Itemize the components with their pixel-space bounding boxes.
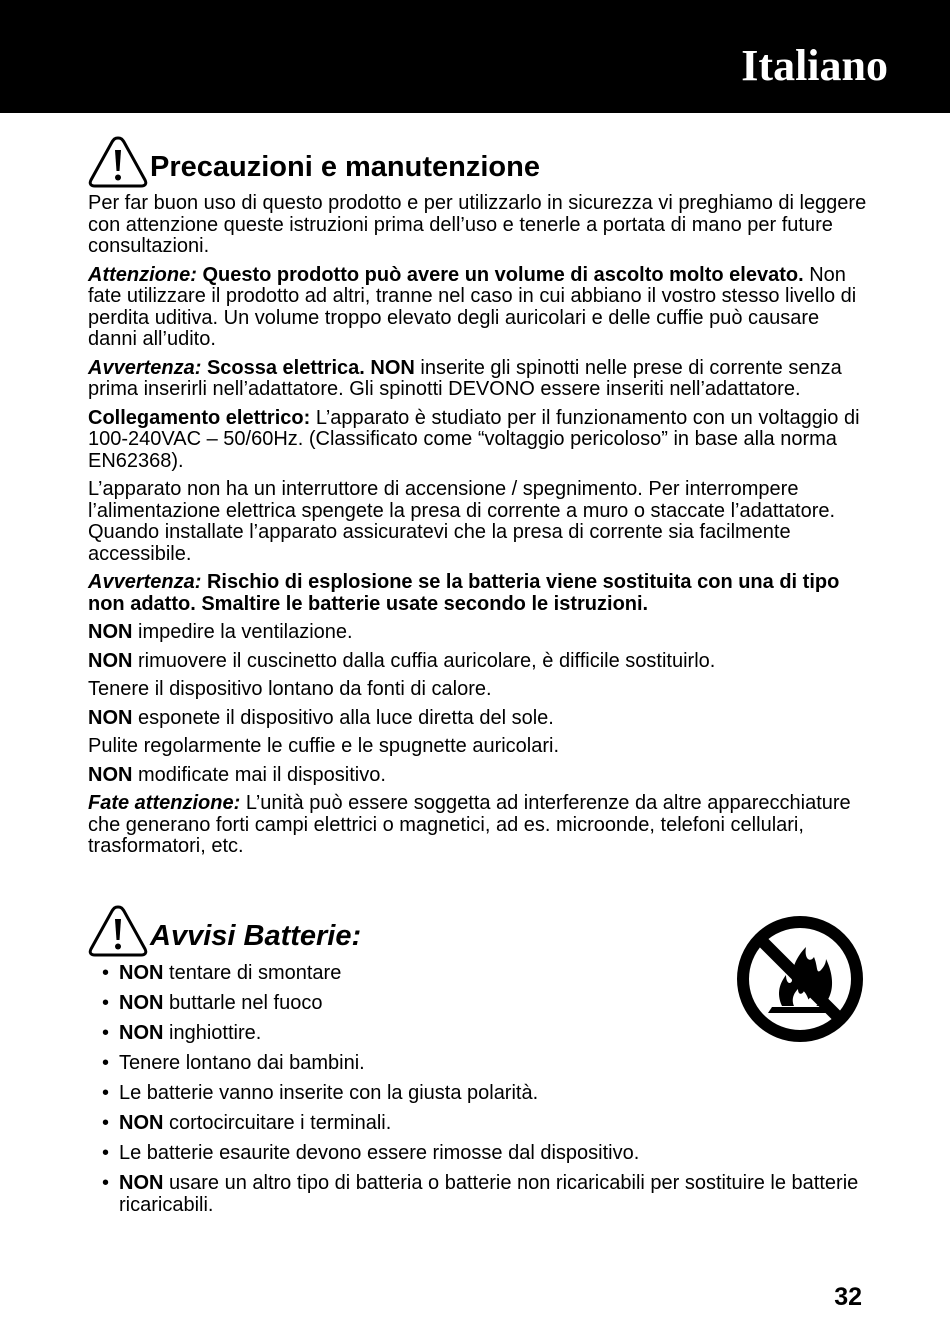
- instruction-text: esponete il dispositivo alla luce diretta del sole.: [132, 706, 554, 729]
- battery-warnings-list: [100, 963, 870, 1225]
- list-item-bold: NON: [119, 992, 164, 1014]
- list-item: [100, 1173, 870, 1216]
- intro-paragraph: Per far buon uso di questo prodotto e per utilizzarlo in sicurezza vi preghiamo di leggere con attenzione queste istruzioni prima dell’uso e tenerle a portata di mano per future consultazioni.: [88, 192, 867, 257]
- battery-section-title: Avvisi Batterie:: [150, 920, 362, 952]
- precautions-content: [88, 193, 873, 865]
- instruction-line: [88, 736, 873, 758]
- avvertenza-battery-label: Avvertenza:: [88, 571, 202, 593]
- list-item-text: cortocircuitare i terminali.: [163, 1112, 392, 1134]
- instruction-text: impedire la ventilazione.: [132, 621, 353, 643]
- instruction-text: modificate mai il dispositivo.: [132, 763, 386, 786]
- avvertenza-label: Avvertenza:: [88, 356, 202, 379]
- collegamento-label: Collegamento elettrico:: [88, 406, 311, 429]
- attenzione-text: Non fate utilizzare il prodotto ad altri, tranne nel caso in cui abbiano il vostro stesso livello di perdita uditiva. Un volume troppo elevato degli auricolari e delle cuffie può causare danni all’udito.: [88, 263, 857, 350]
- warning-triangle-icon: [88, 136, 148, 188]
- list-item: [100, 1023, 870, 1045]
- list-item-text: inghiottire.: [163, 1022, 262, 1044]
- instruction-line: [88, 708, 873, 730]
- list-item-text: Le batterie vanno inserite con la giusta polarità.: [119, 1082, 539, 1104]
- list-item: [100, 963, 870, 985]
- instruction-line: [88, 651, 873, 673]
- list-item-text: tentare di smontare: [163, 962, 342, 984]
- list-item-text: Tenere lontano dai bambini.: [119, 1052, 365, 1074]
- instruction-bold: NON: [88, 649, 133, 672]
- instruction-bold: NON: [88, 706, 133, 729]
- list-item: [100, 1083, 870, 1105]
- avvertenza-text: inserite gli spinotti nelle prese di corrente senza prima inserirli nell’adattatore. Gli spinotti DEVONO essere inseriti nell’adattatore.: [88, 356, 842, 400]
- collegamento-text: L’apparato è studiato per il funzionamento con un voltaggio di 100-240VAC – 50/60Hz. (Classificato come “voltaggio pericoloso” in base alla norma EN62368).: [88, 406, 860, 472]
- attenzione-label: Attenzione:: [88, 263, 197, 286]
- list-item-text: usare un altro tipo di batteria o batterie non ricaricabili per sostituire le batterie ricaricabili.: [119, 1172, 859, 1216]
- avvertenza-battery-bold: Rischio di esplosione se la batteria viene sostituita con una di tipo non adatto. Smaltire le batterie usate secondo le istruzioni.: [88, 571, 840, 615]
- attenzione-bold: Questo prodotto può avere un volume di ascolto molto elevato.: [202, 263, 804, 286]
- instruction-bold: NON: [88, 621, 133, 643]
- list-item-text: Le batterie esaurite devono essere rimosse dal dispositivo.: [119, 1142, 640, 1164]
- list-item-bold: NON: [119, 1022, 164, 1044]
- instruction-bold: NON: [88, 763, 133, 786]
- list-item-bold: NON: [119, 1172, 164, 1194]
- list-item-text: buttarle nel fuoco: [163, 992, 323, 1014]
- list-item-bold: NON: [119, 962, 164, 984]
- header-bar: [0, 0, 950, 113]
- list-item: [100, 1053, 870, 1075]
- section-heading-precautions: [88, 136, 540, 188]
- avvertenza-bold: Scossa elettrica. NON: [206, 356, 415, 379]
- instruction-text: rimuovere il cuscinetto dalla cuffia auricolare, è difficile sostituirlo.: [132, 649, 716, 672]
- fate-attenzione-text: L’unità può essere soggetta ad interferenze da altre apparecchiature che generano forti campi elettrici o magnetici, ad es. microonde, telefoni cellulari, trasformatori, etc.: [88, 792, 851, 857]
- language-title: Italiano: [741, 41, 888, 90]
- page-number: 32: [834, 1283, 862, 1311]
- avvertenza-battery-paragraph: [88, 572, 873, 615]
- list-item: [100, 1143, 870, 1165]
- interruttore-paragraph: L’apparato non ha un interruttore di accensione / spegnimento. Per interrompere l’alimentazione elettrica spengete la presa di corrente a muro o staccate l’adattatore. Quando installate l’apparato assicuratevi che la presa di corrente sia facilmente accessibile.: [88, 478, 836, 565]
- instruction-text: Tenere il dispositivo lontano da fonti di calore.: [88, 678, 492, 700]
- warning-triangle-icon: [88, 905, 148, 957]
- instruction-line: [88, 622, 873, 644]
- list-item-bold: NON: [119, 1112, 164, 1134]
- list-item: [100, 1113, 870, 1135]
- fate-attenzione-label: Fate attenzione:: [88, 792, 241, 814]
- instruction-text: Pulite regolarmente le cuffie e le spugnette auricolari.: [88, 735, 560, 757]
- section-title: Precauzioni e manutenzione: [150, 151, 540, 183]
- avvertenza-shock-paragraph: [88, 358, 873, 401]
- fate-attenzione-paragraph: [88, 793, 873, 858]
- collegamento-paragraph: [88, 408, 873, 473]
- instruction-line: [88, 765, 873, 787]
- list-item: [100, 993, 870, 1015]
- instruction-line: [88, 679, 873, 701]
- section-heading-batteries: [88, 905, 361, 957]
- attenzione-paragraph: [88, 265, 873, 351]
